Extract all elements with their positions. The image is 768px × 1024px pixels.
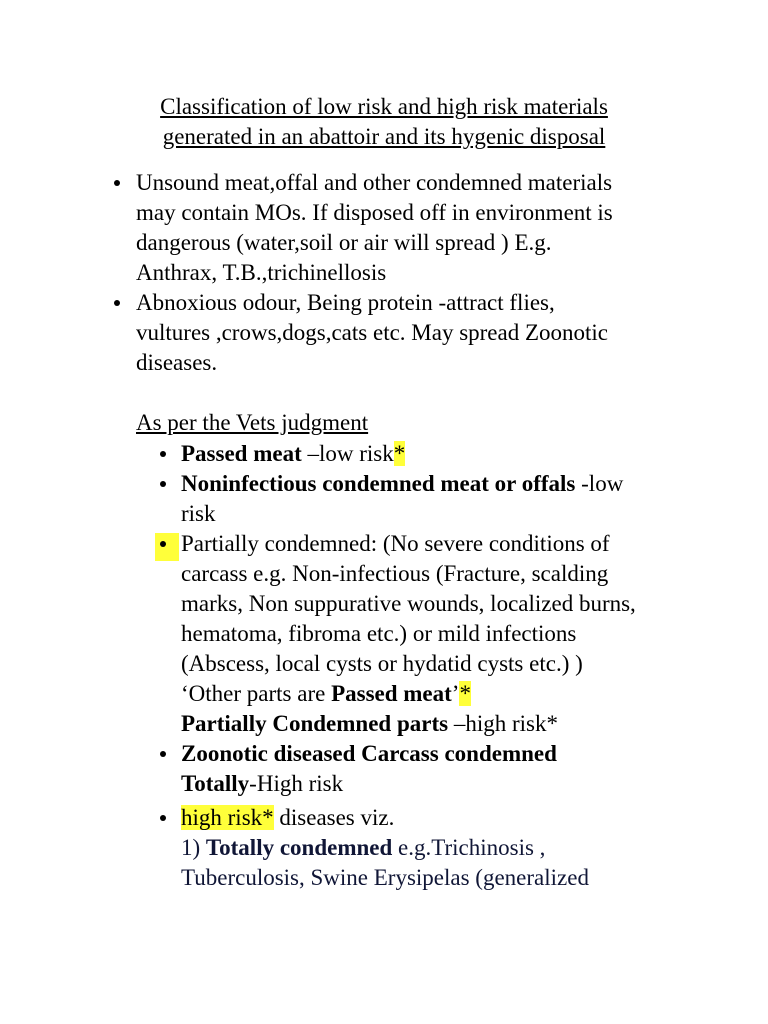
text-line: risk	[181, 501, 216, 526]
totally-label: Totally	[181, 771, 250, 796]
bullet-icon	[160, 815, 166, 821]
closing-quote: ’	[451, 681, 460, 706]
item-noninfectious	[181, 469, 623, 529]
text-line: vultures ,crows,dogs,cats etc. May spread Zoonotic	[136, 320, 609, 345]
item-passed-meat	[181, 439, 405, 469]
partially-condemned-parts-line	[181, 709, 558, 739]
other-parts-text: ‘Other parts are	[181, 681, 332, 706]
text-line: hematoma, fibroma etc.) or mild infections	[181, 621, 577, 646]
highlight-star: *	[393, 441, 406, 466]
passed-meat-inline: Passed meat	[331, 681, 452, 706]
paragraph-abnoxious-odour	[136, 288, 608, 378]
highlight-star: *	[459, 681, 471, 706]
text-line: Unsound meat,offal and other condemned materials	[136, 170, 613, 195]
text-line: Anthrax, T.B.,trichinellosis	[136, 260, 387, 285]
bullet-icon	[114, 300, 120, 306]
bullet-icon	[114, 180, 120, 186]
text-line: (Abscess, local cysts or hydatid cysts etc.) )	[181, 651, 583, 676]
totally-condemned-examples: e.g.Trichinosis ,	[392, 835, 546, 860]
text-line: marks, Non suppurative wounds, localized burns,	[181, 591, 636, 616]
passed-meat-label: Passed meat	[181, 441, 302, 466]
bullet-icon	[160, 541, 166, 547]
passed-meat-risk: –low risk	[301, 441, 394, 466]
bullet-highlight	[155, 533, 179, 561]
document-title	[0, 92, 768, 152]
bullet-icon	[160, 451, 166, 457]
vets-judgment-heading: As per the Vets judgment	[136, 410, 369, 435]
diseases-viz-text: diseases viz.	[273, 805, 395, 830]
bullet-icon	[160, 481, 166, 487]
paragraph-unsound-meat	[136, 168, 613, 288]
list-number: 1)	[181, 835, 206, 860]
zoonotic-risk: -High risk	[249, 771, 344, 796]
totally-condemned-label: Totally condemned	[205, 835, 393, 860]
zoonotic-label: Zoonotic diseased Carcass condemned	[181, 741, 557, 766]
text-line: carcass e.g. Non-infectious (Fracture, scalding	[181, 561, 609, 586]
text-line: Partially condemned: (No severe conditions of	[181, 531, 610, 556]
text-line: Tuberculosis, Swine Erysipelas (generalized	[181, 865, 589, 890]
item-high-risk-diseases	[181, 803, 589, 893]
noninfectious-risk: -low	[575, 471, 624, 496]
item-partially-condemned	[181, 529, 636, 709]
noninfectious-label: Noninfectious condemned meat or offals	[181, 471, 576, 496]
title-line-1: Classification of low risk and high risk materials	[160, 94, 608, 119]
high-risk-highlight: high risk*	[181, 805, 274, 830]
text-line: Abnoxious odour, Being protein -attract flies,	[136, 290, 555, 315]
bullet-icon	[160, 751, 166, 757]
partially-condemned-parts-risk: –high risk*	[448, 711, 558, 736]
text-line: may contain MOs. If disposed off in environment is	[136, 200, 613, 225]
item-zoonotic	[181, 739, 557, 799]
title-line-2: generated in an abattoir and its hygenic disposal	[162, 124, 606, 149]
partially-condemned-parts-label: Partially Condemned parts	[181, 711, 449, 736]
text-line: diseases.	[136, 350, 218, 375]
text-line: dangerous (water,soil or air will spread ) E.g.	[136, 230, 552, 255]
